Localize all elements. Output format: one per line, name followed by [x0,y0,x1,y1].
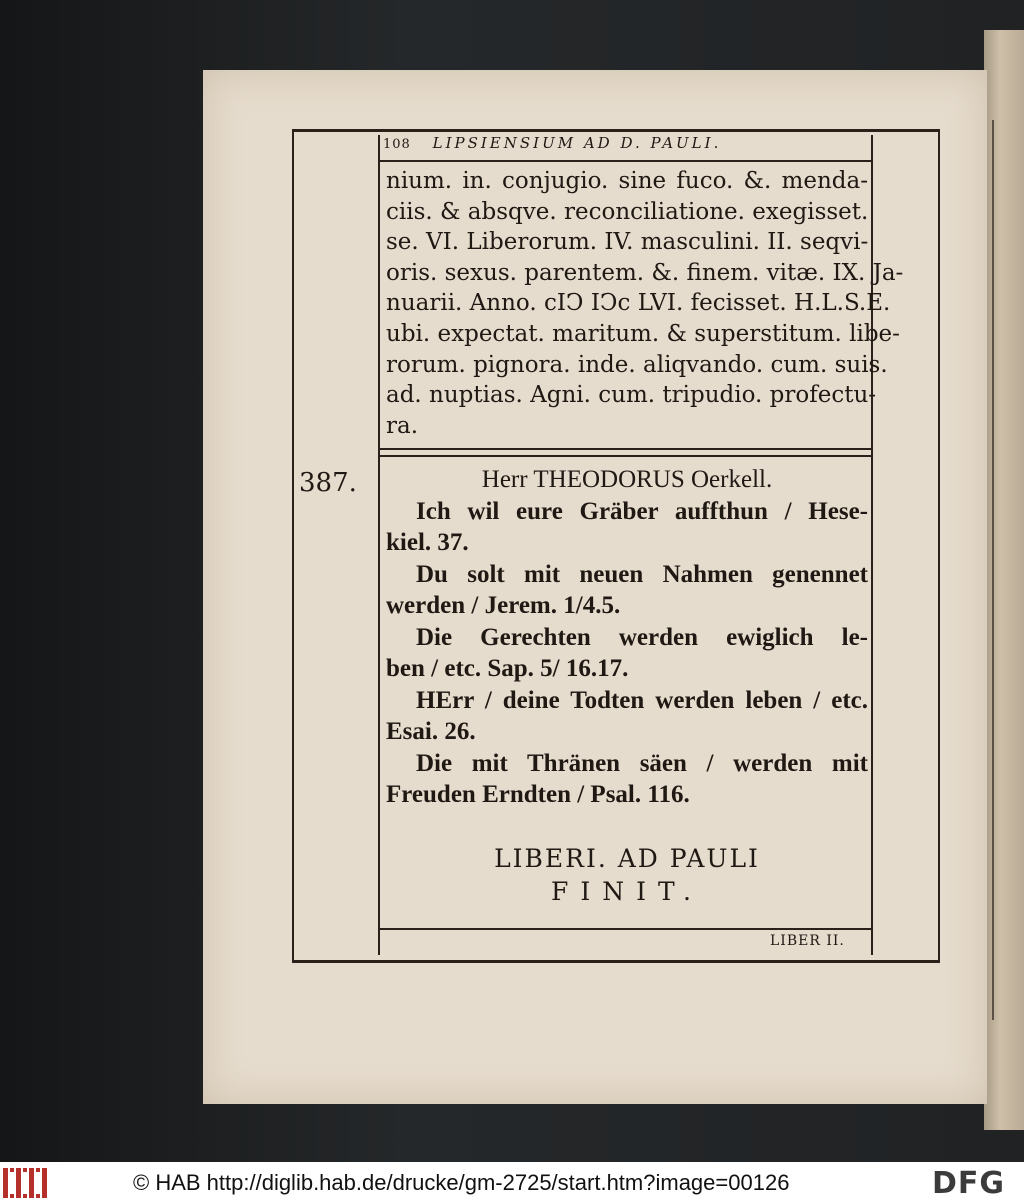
running-title: LIPSIENSIUM AD D. PAULI. [432,134,722,152]
latin-line: ubi. expectat. maritum. & superstitum. libe- [386,320,900,347]
finis-line-2: FINIT. [551,877,703,906]
latin-epitaph-text [386,166,904,441]
german-line: Die Gerechten werden ewiglich le- [416,623,868,651]
running-header [383,134,803,152]
latin-line: nuarii. Anno. cIↃ IↃc LVI. fecisset. H.L.S.E. [386,290,891,317]
german-line: Die mit Thränen säen / werden mit [416,749,868,777]
copyright-link[interactable]: © HAB http://diglib.hab.de/drucke/gm-2725/start.htm?image=00126 [133,1170,790,1195]
german-line: Freuden Erndten / Psal. 116. [386,781,690,808]
footer-rule [380,928,872,930]
entry-rule-top [380,448,872,450]
entry-number: 387. [299,468,357,498]
header-rule [380,160,872,162]
latin-line: nium. in. conjugio. sine fuco. &. menda- [386,168,868,194]
dfg-logo: DFG [932,1166,1006,1201]
entry-rule-bottom [380,455,872,457]
latin-line: ciis. & absqve. reconciliatione. exegisset. [386,198,869,225]
german-line: Du solt mit neuen Nahmen genennet [416,560,868,588]
german-line: kiel. 37. [386,529,469,556]
german-line: werden / Jerem. 1/4.5. [386,592,621,619]
latin-line: ra. [386,412,419,439]
next-page-frame [992,120,1024,1020]
hab-logo-icon [3,1168,47,1198]
finis-line-1: LIBERI. AD PAULI [494,844,760,873]
entry-heading: Herr THEODORUS Oerkell. [481,466,773,493]
latin-line: ad. nuptias. Agni. cum. tripudio. profectu- [386,382,877,409]
german-line: HErr / deine Todten werden leben / etc. [416,686,868,714]
finis-block [386,842,868,908]
latin-line: oris. sexus. parentem. &. finem. vitæ. IX. Ja- [386,259,904,286]
latin-line: rorum. pignora. inde. aliqvando. cum. suis. [386,351,888,378]
german-entry-text [386,464,868,811]
german-line: Ich wil eure Gräber auffthun / Hese- [416,497,868,525]
attribution-bar [0,1162,1024,1203]
catchword: LIBER II. [770,933,845,949]
latin-line: se. VI. Liberorum. IV. masculini. II. seqvi- [386,229,869,256]
german-line: ben / etc. Sap. 5/ 16.17. [386,655,629,682]
german-line: Esai. 26. [386,718,476,745]
page-number: 108 [383,137,411,152]
